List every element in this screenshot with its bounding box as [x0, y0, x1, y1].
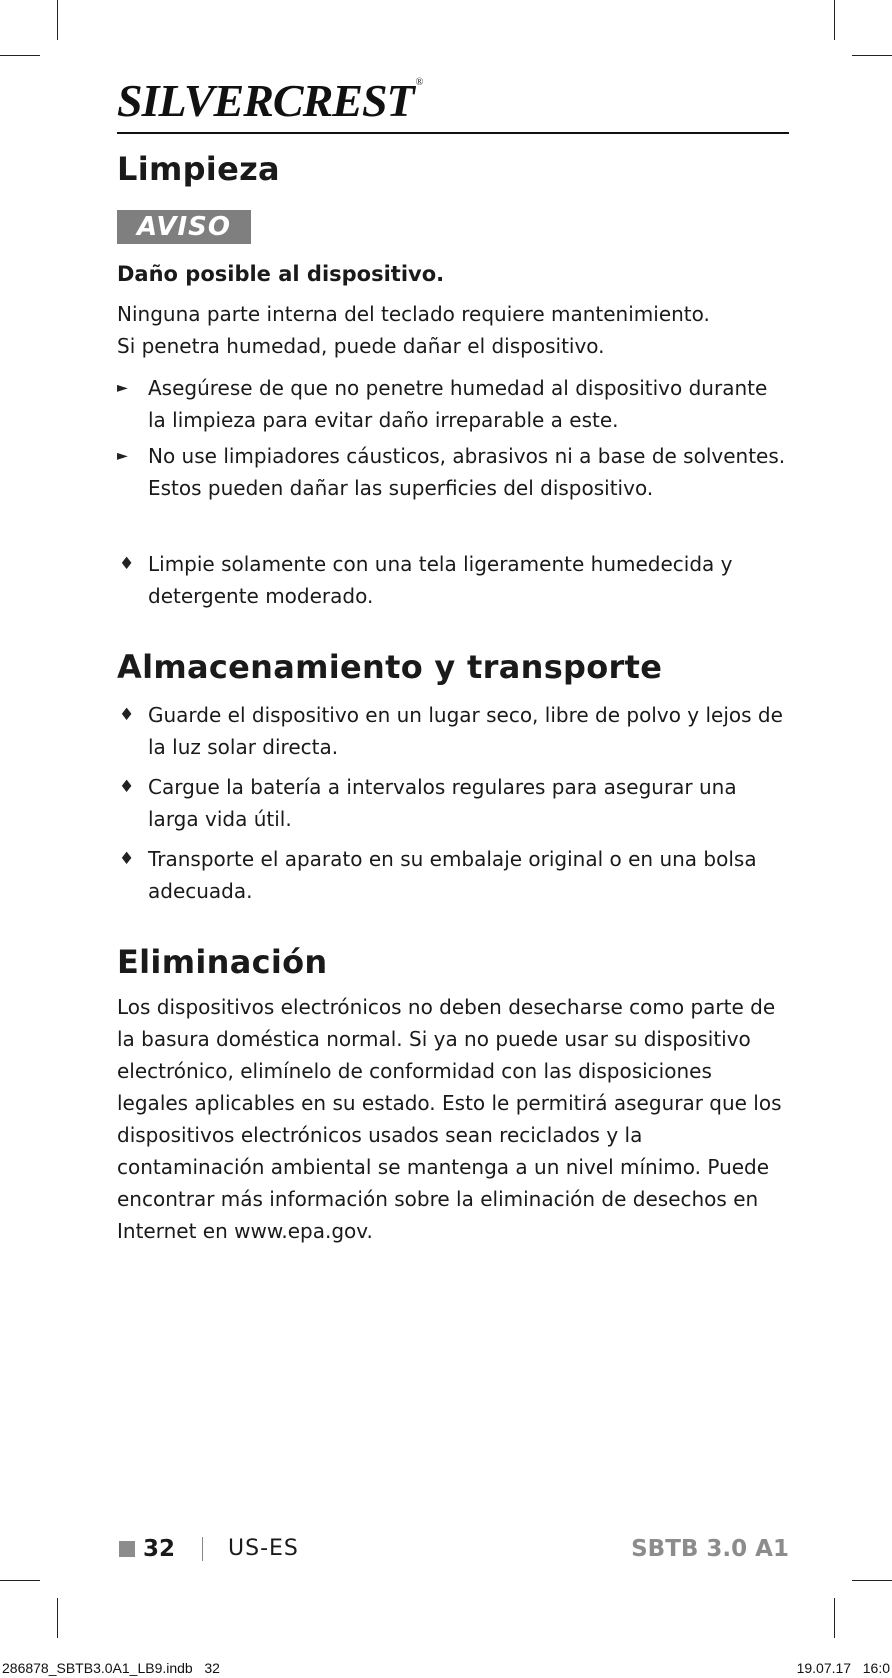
crop-mark-top-left-h [0, 55, 40, 56]
diamond-bullet-icon: ♦ [119, 704, 135, 725]
crop-mark-bottom-left-h [0, 1580, 40, 1581]
language-code: US-ES [228, 1536, 299, 1561]
step-text: Guarde el dispositivo en un lugar seco, libre de polvo y lejos de la luz solar directa. [148, 702, 783, 759]
instruction-text: No use limpiadores cáusticos, abrasivos ni a base de solventes. Estos pueden dañar las superficies del dispositivo. [148, 444, 786, 501]
notice-badge: AVISO [117, 210, 251, 244]
silvercrest-logo [117, 75, 423, 126]
header-rule [117, 132, 789, 134]
storage-section [117, 648, 789, 906]
diamond-bullet-icon: ♦ [119, 848, 135, 869]
crop-mark-top-right-v [834, 0, 835, 40]
step-text: Cargue la batería a intervalos regulares para asegurar una larga vida útil. [148, 774, 737, 831]
step-item [117, 771, 789, 835]
instruction-text: Asegúrese de que no penetre humedad al dispositivo durante la limpieza para evitar daño irreparable a este. [148, 376, 768, 433]
diamond-bullet-icon: ♦ [119, 776, 135, 797]
warning-text [117, 298, 789, 362]
crop-mark-top-left-v [57, 0, 58, 40]
step-text: Transporte el aparato en su embalaje original o en una bolsa adecuada. [148, 846, 757, 903]
step-item [117, 843, 789, 907]
crop-mark-bottom-right-v [834, 1598, 835, 1638]
cleaning-steps [117, 548, 789, 612]
print-slug-timestamp: 19.07.17 16:0 [796, 1660, 890, 1676]
warning-instructions [117, 372, 789, 504]
triangle-right-icon: ► [117, 448, 128, 465]
disposal-heading: Eliminación [117, 942, 328, 981]
step-item [117, 548, 789, 612]
page-marker-square [119, 1541, 135, 1557]
page-footer [117, 1533, 789, 1565]
disposal-text: Los dispositivos electrónicos no deben desecharse como parte de la basura doméstica normal. Si ya no puede usar su dispositivo electrónico, elimínelo de conformidad con las disposiciones legales aplicables en su estado. Esto le permitirá asegurar que los dispositivos electrónicos usados sean reciclados y la contaminación ambiental se mantenga a un nivel mínimo. Puede encontrar más información sobre la eliminación de desechos en Internet en www.epa.gov. [117, 995, 782, 1244]
cleaning-section [117, 150, 789, 612]
instruction-item [117, 372, 789, 436]
cleaning-heading: Limpieza [117, 150, 280, 188]
model-number: SBTB 3.0 A1 [631, 1536, 789, 1562]
triangle-right-icon: ► [117, 380, 128, 397]
print-slug-file: 286878_SBTB3.0A1_LB9.indb 32 [2, 1660, 220, 1676]
footer-divider [202, 1537, 203, 1561]
page-number: 32 [143, 1536, 176, 1562]
step-text: Limpie solamente con una tela ligeramente humedecida y detergente moderado. [148, 552, 733, 609]
storage-heading: Almacenamiento y transporte [117, 648, 663, 687]
crop-mark-bottom-right-h [852, 1580, 892, 1581]
warning-title: Daño posible al dispositivo. [117, 262, 445, 287]
storage-steps [117, 699, 789, 907]
registered-mark: ® [415, 77, 423, 88]
crop-mark-top-right-h [852, 55, 892, 56]
logo-second: CREST [272, 75, 414, 126]
step-item [117, 699, 789, 763]
diamond-bullet-icon: ♦ [119, 554, 135, 575]
warning-line: Si penetra humedad, puede dañar el dispositivo. [117, 334, 605, 359]
logo-first: SILVER [117, 75, 273, 126]
instruction-item [117, 440, 789, 504]
warning-line: Ninguna parte interna del teclado requiere mantenimiento. [117, 302, 710, 327]
disposal-section [117, 943, 789, 1247]
page-content [117, 150, 789, 1247]
crop-mark-bottom-left-v [57, 1598, 58, 1638]
